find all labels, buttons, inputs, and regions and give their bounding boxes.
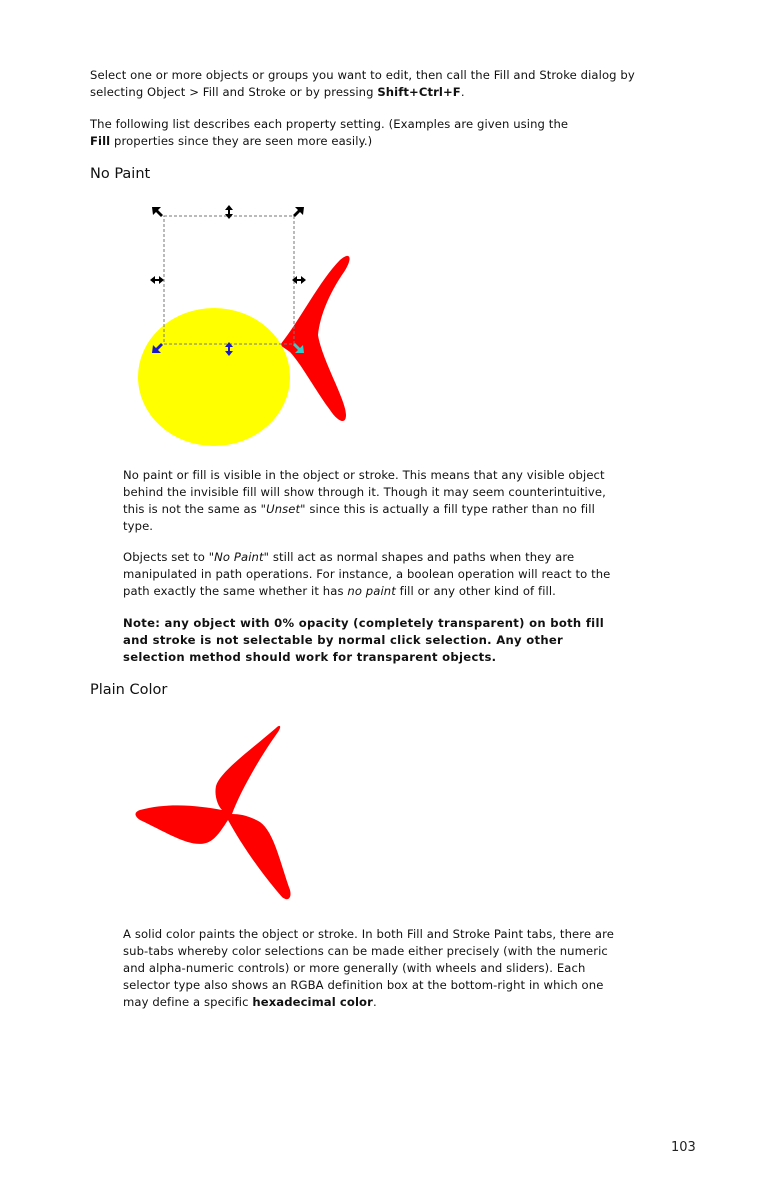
scale-handle-top[interactable]: [225, 205, 233, 219]
no-paint-text: No paint or fill is visible in the object or stroke. This means that any visible object behind the invisible fill will show through it. Though it may seem counterintuitive, this is not the same as: [123, 468, 606, 516]
no-paint-note: Note: any object with 0% opacity (completely transparent) on both fill and stroke is not selectable by normal click selection. Any other selection method should work for transparent objects.: [123, 616, 604, 664]
plain-color-heading: Plain Color: [90, 682, 168, 698]
plain-color-paragraph: [123, 926, 623, 1011]
hex-color-bold: hexadecimal color: [252, 995, 373, 1009]
intro-text: The following list describes each property setting. (Examples are given using the: [90, 117, 569, 131]
shortcut-text: Shift+Ctrl+F: [377, 85, 461, 99]
intro-text: Select one or more objects or groups you want to edit, then call the Fill and Stroke dialog by selecting Object > Fill and Stroke or by pressing: [90, 68, 635, 99]
no-paint-text-mid: still act as normal shapes and paths when they are manipulated in path operations. For instance, a boolean operation will react to the path exactly the same whether it has: [123, 550, 611, 598]
fish-tail-shape: [280, 256, 350, 421]
plain-color-figure: [130, 722, 300, 907]
fill-bold-text: Fill: [90, 134, 111, 148]
fish-body-shape: [138, 308, 290, 446]
no-paint-heading: No Paint: [90, 166, 151, 182]
intro-paragraph-2: [90, 116, 580, 150]
plain-color-text: A solid color paints the object or stroke. In both Fill and Stroke Paint tabs, there are sub-tabs whereby color selections can be made either precisely (with the numeric and alpha-numeric controls) or more generally (with wheels and sliders). Each selector type also shows an RGBA definition box at the bottom-right in which one may define a specific: [123, 927, 614, 1009]
intro-paragraph-1: [90, 67, 660, 101]
page-number: 103: [671, 1140, 696, 1155]
no-paint-emphasis: "No Paint": [208, 550, 270, 564]
no-paint-paragraph-2: [123, 549, 623, 600]
plain-color-text-end: .: [372, 995, 377, 1009]
scale-handle-top-right[interactable]: [293, 207, 304, 217]
no-paint-text-end: since this is actually a fill type rather than no fill type.: [123, 502, 595, 533]
red-propeller-shape: [136, 726, 291, 899]
intro-text-end: .: [460, 85, 465, 99]
no-paint-text-end: fill or any other kind of fill.: [395, 584, 556, 598]
scale-handle-left[interactable]: [150, 276, 164, 284]
intro-text-end: properties since they are seen more easily.): [110, 134, 373, 148]
scale-handle-top-left[interactable]: [152, 207, 163, 217]
unset-emphasis: "Unset": [260, 502, 306, 516]
no-paint-fish-figure: [130, 200, 370, 455]
no-paint-text: Objects set to: [123, 550, 209, 564]
no-paint-paragraph-1: [123, 467, 623, 535]
no-paint-emphasis-2: no paint: [347, 584, 396, 598]
